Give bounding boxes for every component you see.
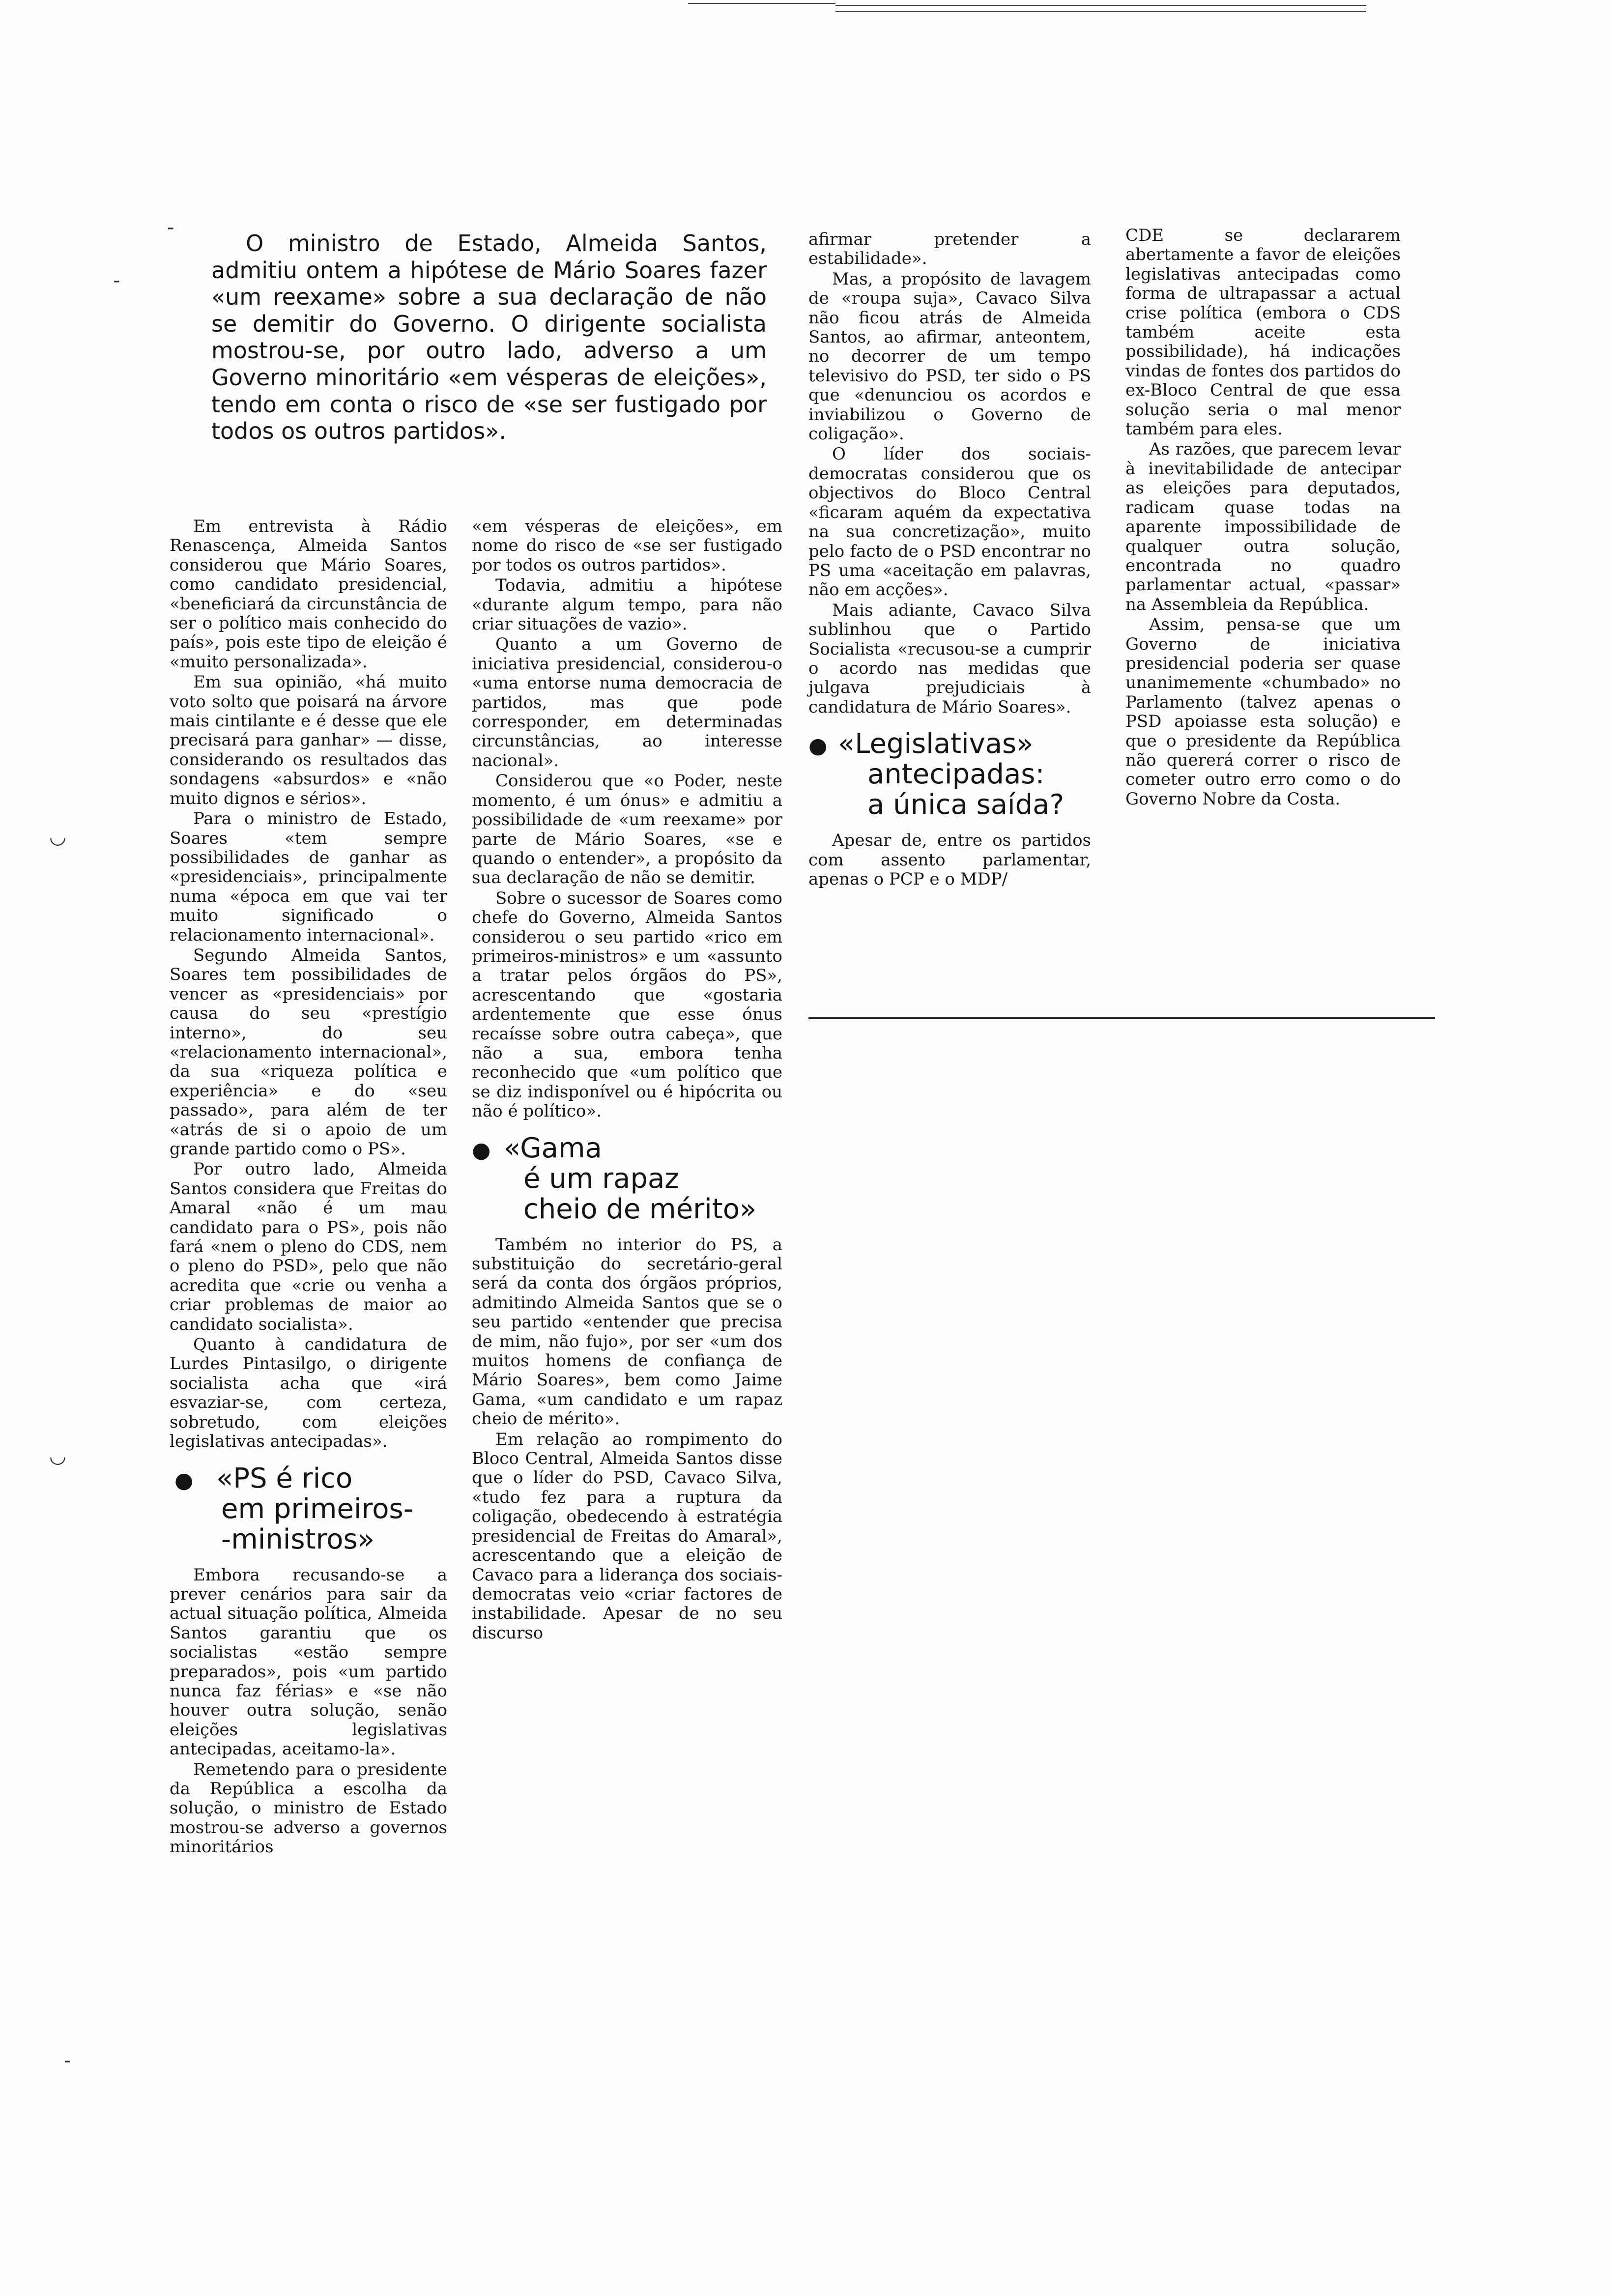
paragraph: CDE se declararem abertamente a favor de eleições legislativas antecipadas como forma de ultrapassar a actual crise política (embora o CDS também aceite esta possibilidade), há indicações vindas de fontes dos partidos do ex-Bloco Central de que essa solução seria o mal menor também para eles. — [1125, 226, 1401, 439]
paragraph: Mas, a propósito de lavagem de «roupa suja», Cavaco Silva não ficou atrás de Almeida Santos, ao afirmar, anteontem, no decorrer de um tempo televisivo do PSD, ter sido o PS que «denunciou os acordos e inviabilizou o Governo de coligação». — [808, 269, 1091, 444]
paragraph: As razões, que parecem levar à inevitabilidade de antecipar as eleições para deputados, radicam quase todas na aparente impossibilidade de qualquer outra solução, encontrada no quadro parlamentar actual, «passar» na Assembleia da República. — [1125, 439, 1401, 614]
margin-mark: - — [64, 2049, 71, 2072]
punch-hole-mark: ◡ — [49, 1445, 66, 1467]
column-4 — [1125, 226, 1401, 809]
paragraph: afirmar pretender a estabilidade». — [808, 230, 1091, 269]
top-rule-right — [835, 5, 1366, 6]
paragraph: Por outro lado, Almeida Santos considera que Freitas do Amaral «não é um mau candidato para o PS», pois não fará «nem o pleno do CDS, nem o pleno do PSD», pelo que não acredita que «crie ou venha a criar problemas de maior ao candidato socialista». — [170, 1159, 447, 1334]
paragraph: Remetendo para o presidente da República a escolha da solução, o ministro de Estado mostrou-se adverso a governos minoritários — [170, 1759, 447, 1857]
paragraph: Embora recusando-se a prever cenários para sair da actual situação política, Almeida Santos garantiu que os socialistas «estão sempre preparados», pois «um partido nunca faz férias» e «se não houver outra solução, senão eleições legislativas antecipadas, aceitamo-la». — [170, 1565, 447, 1759]
top-rule-left — [688, 3, 835, 4]
paragraph: Apesar de, entre os partidos com assento parlamentar, apenas o PCP e o MDP/ — [808, 831, 1091, 889]
bullet-icon: ● — [174, 1467, 194, 1493]
paragraph: Assim, pensa-se que um Governo de iniciativa presidencial poderia ser quase unanimemente «chumbado» no Parlamento (talvez apenas o PSD apoiasse esta solução) e que o presidente da República não quererá correr o risco de cometer outro erro como o do Governo Nobre da Costa. — [1125, 615, 1401, 809]
paragraph: Considerou que «o Poder, neste momento, é um ónus» e admitiu a possibilidade de «um reexame» por parte de Mário Soares, «se e quando o entender», a propósito da sua declaração de não se demitir. — [472, 771, 782, 888]
paragraph: O líder dos sociais-democratas considerou que os objectivos do Bloco Central «ficaram aquém da expectativa na sua concretização», muito pelo facto de o PSD encontrar no PS uma «aceitação em palavras, não em acções». — [808, 444, 1091, 600]
article-lead: O ministro de Estado, Almeida Santos, admitiu ontem a hipótese de Mário Soares fazer «um reexame» sobre a sua declaração de não se demitir do Governo. O dirigente socialista mostrou-se, por outro lado, adverso a um Governo minoritário «em vésperas de eleições», tendo em conta o risco de «se ser fustigado por todos os outros partidos». — [211, 230, 767, 445]
paragraph: Quanto à candidatura de Lurdes Pintasilgo, o dirigente socialista acha que «irá esvaziar-se, com certeza, sobretudo, com eleições legislativas antecipadas». — [170, 1335, 447, 1452]
end-rule — [808, 1017, 1435, 1019]
paragraph: Em relação ao rompimento do Bloco Central, Almeida Santos disse que o líder do PSD, Cavaco Silva, «tudo fez para a ruptura da coligação, obedecendo à estratégia presidencial de Freitas do Amaral», acrescentando que a eleição de Cavaco para a liderança dos sociais-democratas veio «criar factores de instabilidade. Apesar de no seu discurso — [472, 1429, 782, 1643]
paragraph: «em vésperas de eleições», em nome do risco de «se ser fustigado por todos os outros partidos». — [472, 517, 782, 575]
paragraph: Quanto a um Governo de iniciativa presidencial, considerou-o «uma entorse numa democracia de partidos, mas que pode corresponder, em determinadas circunstâncias, ao interesse nacional». — [472, 634, 782, 771]
column-3 — [808, 230, 1091, 889]
punch-hole-mark: ◡ — [49, 826, 66, 848]
margin-mark: - — [167, 216, 174, 239]
paragraph: Em sua opinião, «há muito voto solto que poisará na árvore mais cintilante e é desse que ele precisará para ganhar» — disse, considerando os resultados das sondagens «absurdos» e «não muito dignos e sérios». — [170, 672, 447, 808]
subheading: ● «Legislativas» antecipadas: a única saída? — [808, 728, 1065, 821]
bullet-icon: ● — [808, 733, 828, 759]
paragraph: Mais adiante, Cavaco Silva sublinhou que o Partido Socialista «recusou-se a cumprir o acordo nas medidas que julgava prejudiciais à candidatura de Mário Soares». — [808, 600, 1091, 717]
paragraph: Em entrevista à Rádio Renascença, Almeida Santos considerou que Mário Soares, como candidato presidencial, «beneficiará da circunstância de ser o político mais conhecido do país», pois este tipo de eleição é «muito personalizada». — [170, 517, 447, 672]
column-1 — [170, 517, 447, 1857]
paragraph: Sobre o sucessor de Soares como chefe do Governo, Almeida Santos considerou o seu partido «rico em primeiros-ministros» e um «assunto a tratar pelos órgãos do PS», acrescentando que «gostaria ardentemente que esse ónus recaísse sobre outra cabeça», que não a sua, embora tenha reconhecido que «um político que se diz indisponível ou é hipócrita ou não é político». — [472, 888, 782, 1121]
paragraph: Para o ministro de Estado, Soares «tem sempre possibilidades de ganhar as «presidenciais», principalmente numa «época em que vai ter muito significado o relacionamento internacional». — [170, 809, 447, 945]
margin-mark: - — [113, 269, 120, 292]
paragraph: Todavia, admitiu a hipótese «durante algum tempo, para não criar situações de vazio». — [472, 575, 782, 634]
bullet-icon: ● — [472, 1137, 491, 1163]
top-rule-right-lower — [835, 11, 1366, 12]
subheading: ● «Gama é um rapaz cheio de mérito» — [472, 1132, 757, 1225]
paragraph: Também no interior do PS, a substituição do secretário-geral será da conta dos órgãos próprios, admitindo Almeida Santos que se o seu partido «entender que precisa de mim, não fujo», por ser «um dos muitos homens de confiança de Mário Soares», bem como Jaime Gama, «um candidato e um rapaz cheio de mérito». — [472, 1234, 782, 1429]
paragraph: Segundo Almeida Santos, Soares tem possibilidades de vencer as «presidenciais» por causa do seu «prestígio interno», do seu «relacionamento internacional», da sua «riqueza política e experiência» e do «seu passado», para além de ter «atrás de si o apoio de um grande partido como o PS». — [170, 945, 447, 1159]
column-2 — [472, 517, 782, 1643]
subheading: ● «PS é rico em primeiros- -ministros» — [174, 1462, 413, 1555]
